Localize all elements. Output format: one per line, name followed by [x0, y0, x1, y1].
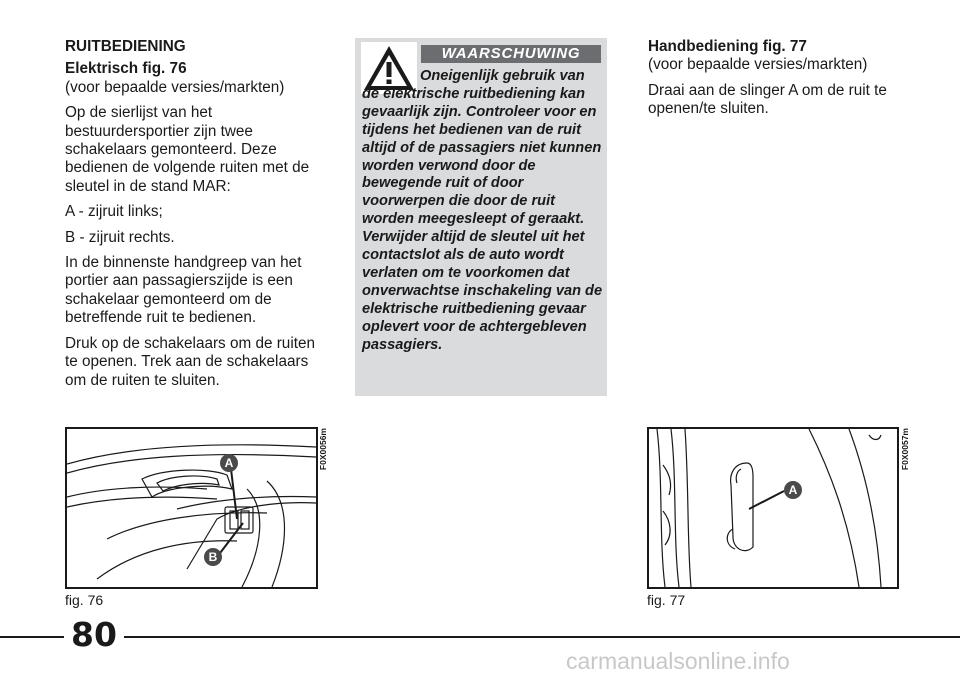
paragraph-3: B - zijruit rechts.: [65, 228, 175, 246]
warning-text: Oneigenlijk gebruik van de elektrische ruitbediening kan gevaarlijk zijn. Controleer voor en tijdens het bedienen van de ruit altijd of de passagiers niet kunnen worden verwond door de bewegende ruit of door voorwerpen die door de ruit worden meegesleept of geraakt. Verwijder altijd de sleutel uit het contactslot als de auto wordt verlaten om te voorkomen dat onverwachtse inschakeling van de elektrische ruitbediening gevaar oplevert voor de achtergebleven passagiers.: [362, 68, 603, 353]
warning-box: [355, 38, 607, 396]
paragraph-4: In de binnenste handgreep van het portier aan passagierszijde is een schakelaar gemonteerd om de betreffende ruit te bedienen.: [65, 254, 302, 327]
paragraph-1: Op de sierlijst van het bestuurdersportier zijn twee schakelaars gemonteerd. Deze bedienen de volgende ruiten met de sleutel in de stand MAR:: [65, 104, 310, 195]
figure-76-illustration: [65, 427, 318, 589]
paragraph-2: A - zijruit links;: [65, 203, 163, 221]
subheading-electric: Elektrisch fig. 76: [65, 60, 187, 78]
callout-a-label: A: [224, 456, 234, 470]
paragraph-5: Druk op de schakelaars om de ruiten te openen. Trek aan de schakelaars om de ruiten te sluiten.: [65, 334, 315, 389]
callout-a-badge: [220, 454, 238, 472]
versions-note-right: (voor bepaalde versies/markten): [648, 56, 868, 74]
figure-77-caption: fig. 77: [647, 592, 686, 608]
watermark-text: carmanualsonline.info: [566, 648, 790, 674]
footer-rule: [0, 636, 960, 638]
intro-block: [65, 60, 327, 97]
callout-b-label: B: [208, 550, 218, 564]
right-column: [648, 38, 910, 126]
left-column: [65, 38, 327, 397]
warning-title: WAARSCHUWING: [421, 45, 601, 63]
section-heading: RUITBEDIENING: [65, 38, 186, 55]
subheading-manual: Handbediening fig. 77: [648, 38, 807, 55]
callout-a-badge-77: [784, 481, 802, 499]
figure-77-illustration: [647, 427, 899, 589]
figure-76-code: F0X0056m: [318, 428, 328, 471]
figure-77-code: F0X0057m: [900, 428, 910, 471]
callout-a-label-77: A: [788, 483, 798, 497]
page-number: 80: [64, 616, 124, 654]
paragraph-manual: Draai aan de slinger A om de ruit te openen/te sluiten.: [648, 81, 887, 118]
figure-76-caption: fig. 76: [65, 592, 104, 608]
versions-note: (voor bepaalde versies/markten): [65, 78, 285, 96]
manual-intro-block: [648, 38, 910, 75]
callout-b-badge: [204, 548, 222, 566]
